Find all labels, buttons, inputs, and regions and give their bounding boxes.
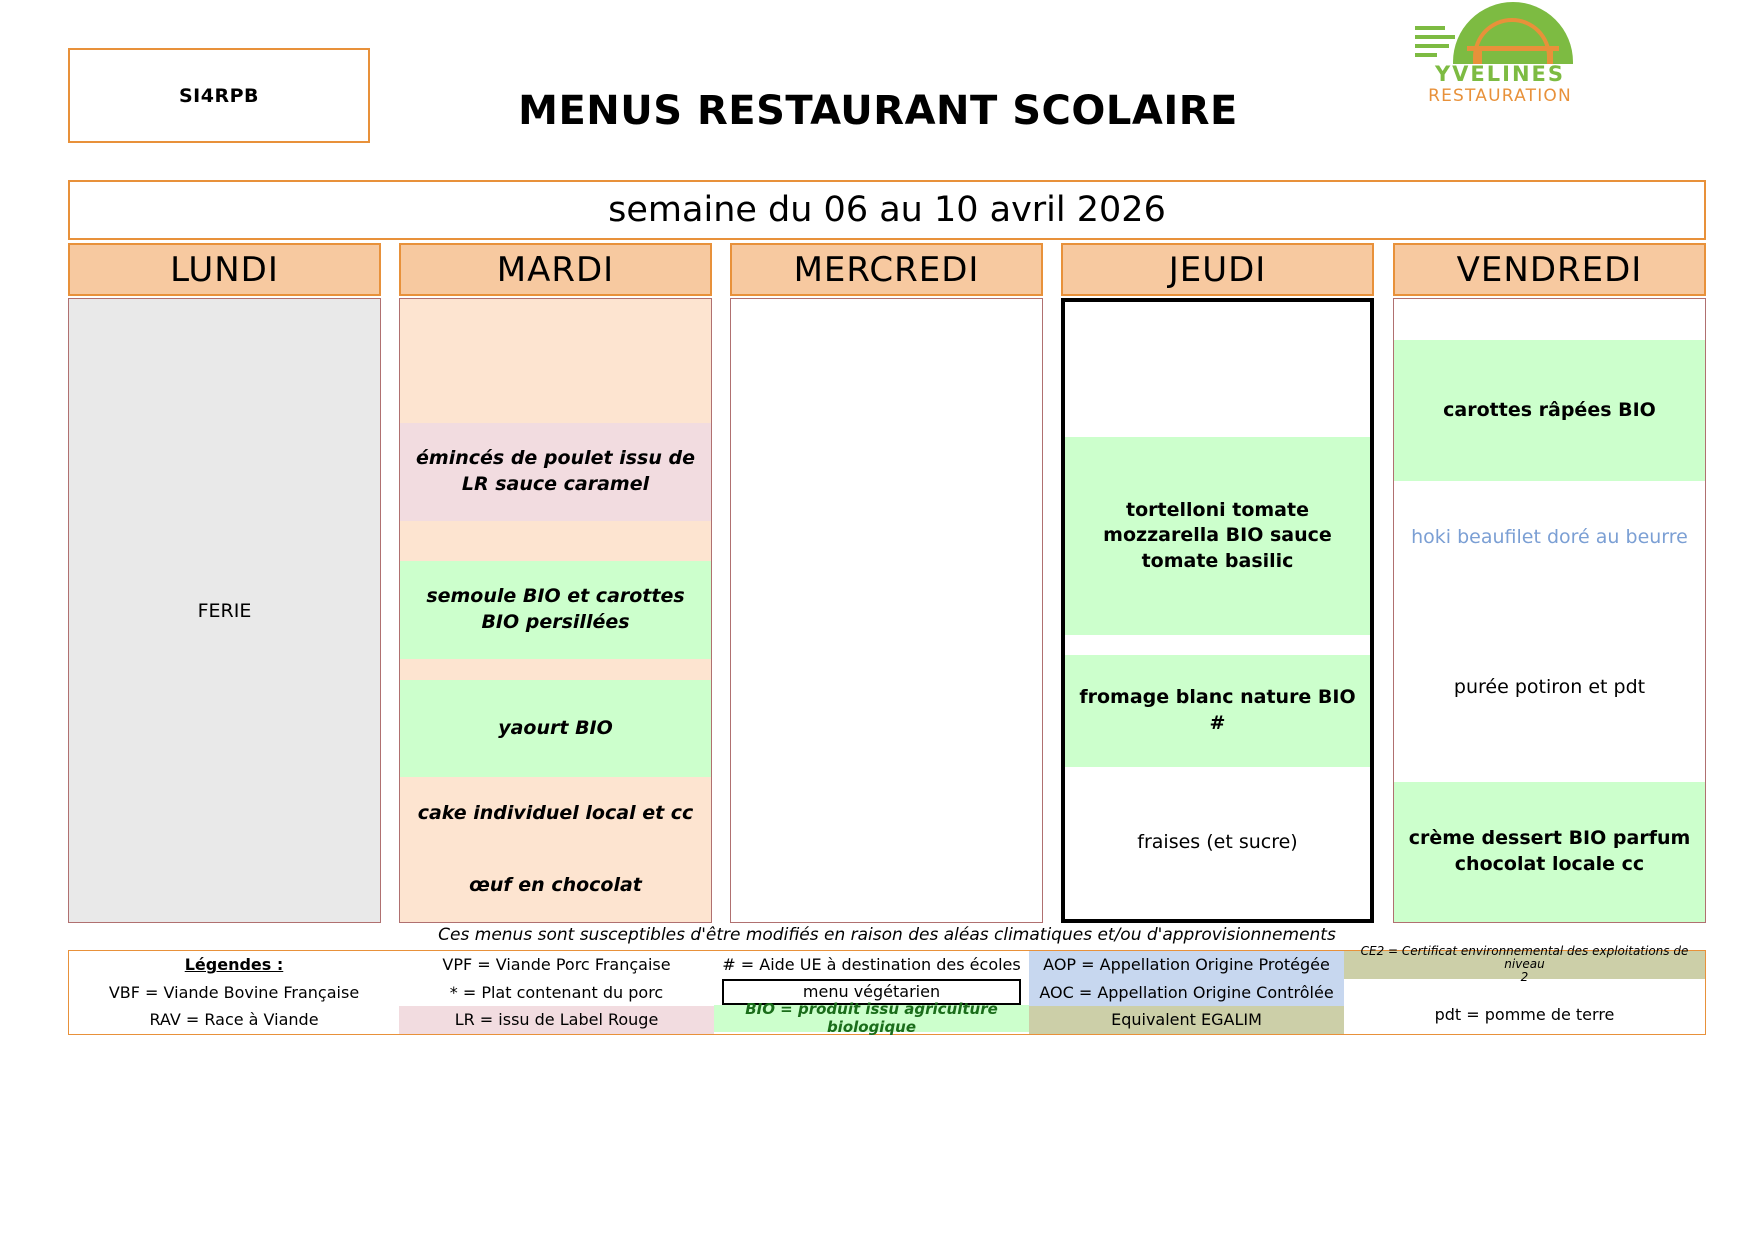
day-body-jeudi (1061, 298, 1374, 923)
dish-item: crème dessert BIO parfum chocolat locale cc (1394, 782, 1705, 923)
page-title: MENUS RESTAURANT SCOLAIRE (518, 88, 1238, 134)
day-column-lundi (68, 243, 381, 923)
day-header-lundi (68, 243, 381, 296)
legend-column-4 (1029, 951, 1344, 1034)
day-name: MERCREDI (793, 249, 980, 290)
dish-item: fromage blanc nature BIO # (1065, 655, 1370, 767)
logo-subtitle: RESTAURATION (1428, 86, 1572, 106)
day-name: VENDREDI (1456, 249, 1643, 290)
legend-item-ce2-line1: CE2 = Certificat environnemental des exploitations de niveau (1360, 944, 1689, 972)
day-name: LUNDI (170, 249, 279, 290)
week-banner (68, 180, 1706, 240)
day-header-vendredi (1393, 243, 1706, 296)
dish-spacer (1394, 299, 1705, 340)
legend-title-text: Légendes : (184, 955, 284, 975)
school-code: SI4RPB (178, 84, 259, 107)
dish-item: semoule BIO et carottes BIO persillées (400, 561, 711, 659)
day-name: MARDI (496, 249, 615, 290)
dish-spacer (400, 521, 711, 561)
day-column-mercredi (730, 243, 1043, 923)
legend-column-5 (1344, 944, 1705, 1034)
yvelines-restauration-logo (1385, 0, 1615, 115)
dish-item: purée potiron et pdt (1394, 595, 1705, 782)
dish-spacer (400, 659, 711, 680)
legend-item-aop: AOP = Appellation Origine Protégée (1029, 951, 1344, 979)
legend-item-pdt: pdt = pomme de terre (1434, 1004, 1615, 1024)
dish-item: émincés de poulet issu de LR sauce caramel (400, 423, 711, 521)
dish-item: œuf en chocolat (400, 850, 711, 922)
week-label: semaine du 06 au 10 avril 2026 (608, 190, 1166, 230)
legend-column-3 (714, 951, 1029, 1037)
legend-item-label-rouge: LR = issu de Label Rouge (399, 1006, 714, 1034)
day-header-jeudi (1061, 243, 1374, 296)
speed-streaks-icon (1415, 26, 1455, 58)
day-column-jeudi (1061, 243, 1374, 923)
legend-item: # = Aide UE à destination des écoles (722, 955, 1021, 975)
day-column-mardi (399, 243, 712, 923)
disclaimer-text: Ces menus sont susceptibles d'être modifiés en raison des aléas climatiques et/ou d'approvisionnements (438, 925, 1336, 945)
legend-item-ce2 (1344, 944, 1705, 985)
dish-item: carottes râpées BIO (1394, 340, 1705, 481)
legend-item: VPF = Viande Porc Française (442, 955, 671, 975)
closed-label: FERIE (197, 599, 252, 622)
dish-item: tortelloni tomate mozzarella BIO sauce tomate basilic (1065, 437, 1370, 635)
legend-column-2 (399, 951, 714, 1034)
legend-item-egalim: Equivalent EGALIM (1029, 1006, 1344, 1034)
days-grid (68, 243, 1706, 923)
dish-spacer (1065, 302, 1370, 437)
day-body-mardi (399, 298, 712, 923)
legend-item: * = Plat contenant du porc (449, 982, 664, 1002)
legend-column-1 (69, 951, 399, 1034)
legend-item-vegetarian: menu végétarien (722, 979, 1021, 1005)
day-header-mercredi (730, 243, 1043, 296)
legend-box (68, 944, 1706, 1037)
dish-item: fraises (et sucre) (1065, 767, 1370, 919)
legend-item-bio: BIO = produit issu agriculture biologique (714, 1005, 1029, 1033)
dish-item: hoki beaufilet doré au beurre (1394, 481, 1705, 595)
dish-spacer (400, 299, 711, 423)
legend-item: VBF = Viande Bovine Française (108, 982, 360, 1002)
day-body-vendredi (1393, 298, 1706, 923)
legend-item-ce2-line2: 2 (1520, 970, 1529, 985)
school-code-box (68, 48, 370, 143)
logo-title: YVELINES (1434, 62, 1566, 86)
dish-item: yaourt BIO (400, 680, 711, 778)
day-body-mercredi (730, 298, 1043, 923)
legend-item-aoc: AOC = Appellation Origine Contrôlée (1029, 979, 1344, 1007)
day-header-mardi (399, 243, 712, 296)
day-body-lundi (68, 298, 381, 923)
dish-item: cake individuel local et cc (400, 777, 711, 849)
legend-title (69, 951, 399, 979)
legend-item: RAV = Race à Viande (149, 1010, 319, 1030)
dish-spacer (1065, 635, 1370, 655)
day-column-vendredi (1393, 243, 1706, 923)
day-name: JEUDI (1168, 249, 1267, 290)
